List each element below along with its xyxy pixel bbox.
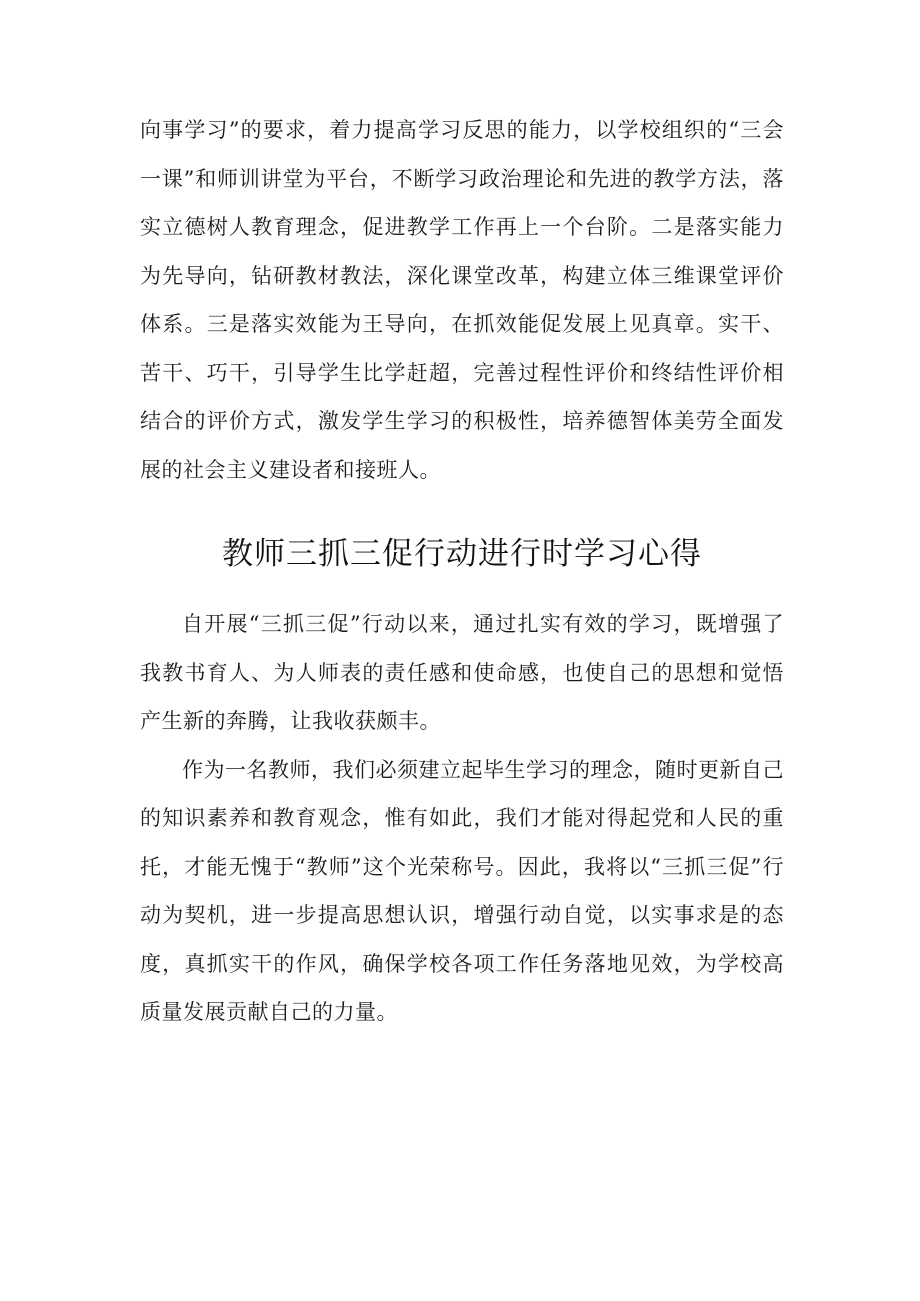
document-page — [140, 106, 784, 1037]
document-title: 教师三抓三促行动进行时学习心得 — [222, 536, 702, 572]
body-paragraph-1: 自开展“三抓三促”行动以来，通过扎实有效的学习，既增强了我教书育人、为人师表的责任感和使命感，也使自己的思想和觉悟产生新的奔腾，让我收获颇丰。 — [140, 612, 784, 733]
body-paragraph-2: 作为一名教师，我们必须建立起毕生学习的理念，随时更新自己的知识素养和教育观念，惟有如此，我们才能对得起党和人民的重托，才能无愧于“教师”这个光荣称号。因此，我将以“三抓三促”行动为契机，进一步提高思想认识，增强行动自觉，以实事求是的态度，真抓实干的作风，确保学校各项工作任务落地见效，为学校高质量发展贡献自己的力量。 — [140, 757, 784, 1024]
continuation-paragraph: 向事学习”的要求，着力提高学习反思的能力，以学校组织的“三会一课”和师训讲堂为平台，不断学习政治理论和先进的教学方法，落实立德树人教育理念，促进教学工作再上一个台阶。二是落实能力为先导向，钻研教材教法，深化课堂改革，构建立体三维课堂评价体系。三是落实效能为王导向，在抓效能促发展上见真章。实干、苦干、巧干，引导学生比学赶超，完善过程性评价和终结性评价相结合的评价方式，激发学生学习的积极性，培养德智体美劳全面发展的社会主义建设者和接班人。 — [140, 118, 784, 482]
